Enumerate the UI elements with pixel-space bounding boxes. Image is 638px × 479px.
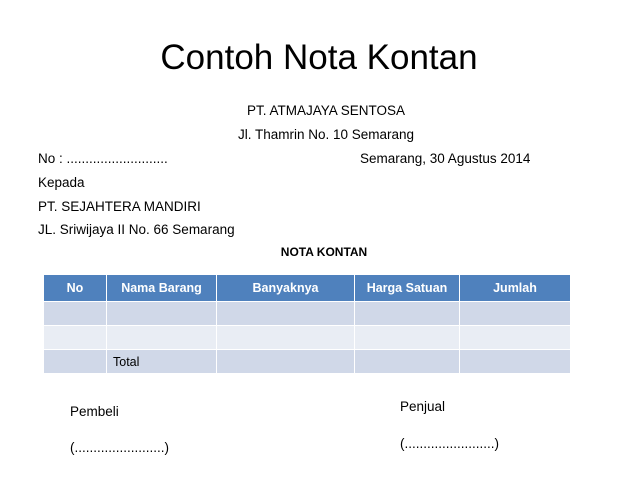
seller-company-name: PT. ATMAJAYA SENTOSA [246, 103, 406, 118]
table-cell [355, 350, 460, 374]
table-cell [355, 302, 460, 326]
buyer-label: Pembeli [70, 404, 119, 419]
seller-signature-line: (........................) [400, 436, 500, 451]
buyer-signature-line: (........................) [70, 440, 170, 455]
total-label: Total [107, 350, 217, 374]
table-cell [460, 326, 571, 350]
recipient-company: PT. SEJAHTERA MANDIRI [38, 199, 201, 214]
table-cell [217, 350, 355, 374]
header-nama-barang: Nama Barang [107, 275, 217, 302]
table-row [44, 302, 571, 326]
table-cell [107, 326, 217, 350]
place-date: Semarang, 30 Agustus 2014 [360, 151, 531, 166]
items-table [43, 274, 571, 374]
seller-address: Jl. Thamrin No. 10 Semarang [237, 127, 415, 142]
table-header-row [44, 275, 571, 302]
table-cell [460, 350, 571, 374]
table-cell [107, 302, 217, 326]
recipient-address: JL. Sriwijaya II No. 66 Semarang [38, 222, 235, 237]
nota-title: NOTA KONTAN [280, 245, 368, 259]
header-harga-satuan: Harga Satuan [355, 275, 460, 302]
table-cell [44, 350, 107, 374]
table-cell [44, 302, 107, 326]
header-banyaknya: Banyaknya [217, 275, 355, 302]
header-no: No [44, 275, 107, 302]
seller-label: Penjual [400, 399, 446, 414]
table-cell [217, 302, 355, 326]
table-row [44, 326, 571, 350]
header-jumlah: Jumlah [460, 275, 571, 302]
recipient-label: Kepada [38, 175, 85, 190]
page-title: Contoh Nota Kontan [160, 38, 478, 77]
invoice-number-line: No : ........................... [38, 151, 168, 166]
table-cell [44, 326, 107, 350]
table-cell [355, 326, 460, 350]
table-cell [460, 302, 571, 326]
table-cell [217, 326, 355, 350]
total-row [44, 350, 571, 374]
